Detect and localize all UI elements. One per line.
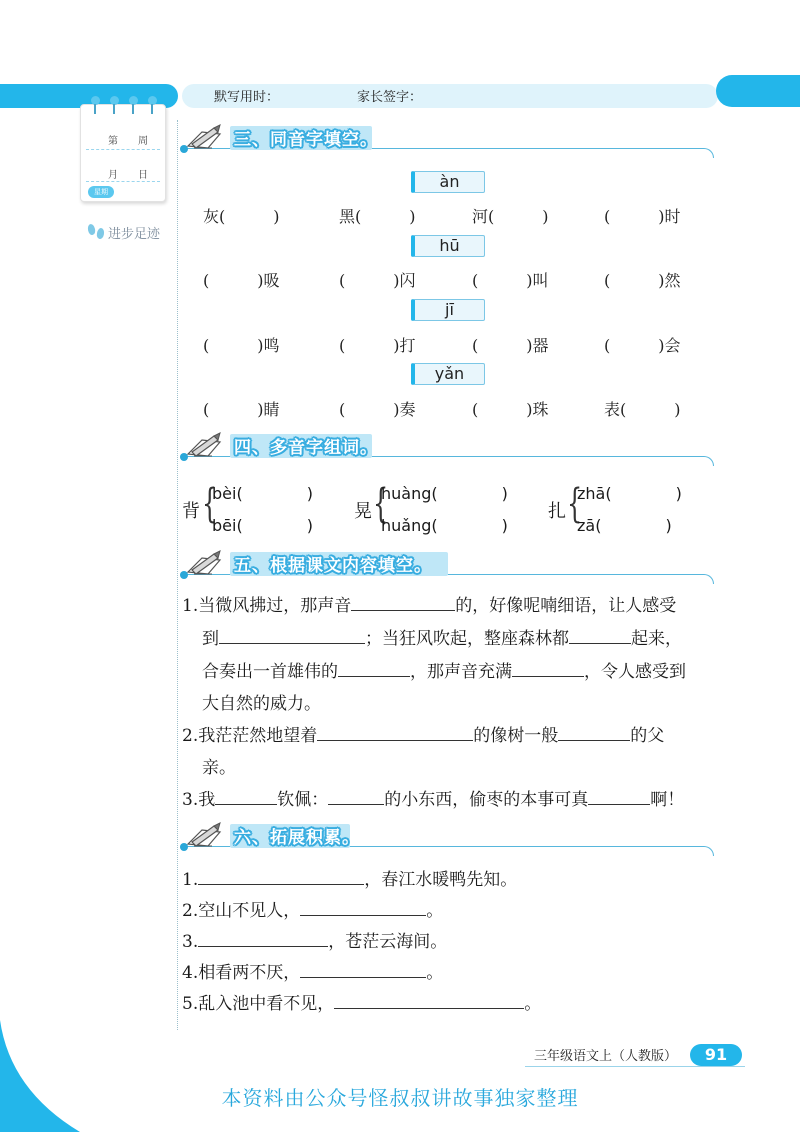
pinyin-box: hū	[411, 235, 485, 257]
binder-ring-wire	[94, 104, 96, 114]
answer-blank[interactable]	[219, 624, 365, 644]
pinyin-box: àn	[411, 171, 485, 193]
question-text: 。	[524, 994, 542, 1014]
answer-blank[interactable]	[512, 657, 584, 677]
question-text: 的，好像呢喃细语，让人感受	[455, 596, 677, 616]
question-text: 2.我茫茫然地望着	[182, 726, 318, 746]
question-text: ，春江水暖鸭先知。	[364, 870, 518, 890]
page-number: 91	[690, 1044, 742, 1066]
fill-line	[202, 752, 236, 785]
binder-ring-wire	[151, 104, 153, 114]
question-text: 起来，	[631, 629, 682, 649]
answer-blank[interactable]	[198, 865, 364, 885]
question-text: ，那声音充满	[410, 662, 512, 682]
fill-line	[202, 688, 321, 721]
answer-blank[interactable]	[300, 958, 426, 978]
brace-icon: {	[373, 481, 389, 527]
fill-line	[182, 957, 443, 990]
homophone-item: 灰( )	[203, 207, 280, 226]
section-4-title: 四、多音字组词。	[230, 431, 386, 460]
pinyin-box: yǎn	[411, 363, 485, 385]
month-day-field-label: 月 日	[108, 170, 148, 181]
question-text: 1.	[182, 870, 199, 890]
homophone-item: ( )鸣	[203, 336, 280, 355]
polyphone-char: 背	[182, 501, 200, 522]
binder-ring-wire	[132, 104, 134, 114]
section-3-heading	[180, 120, 720, 156]
question-text: 3.我	[182, 790, 216, 810]
answer-blank[interactable]	[558, 721, 630, 741]
watermark-text: 本资料由公众号怪叔叔讲故事独家整理	[221, 1086, 579, 1110]
question-text: 大自然的威力。	[202, 694, 321, 714]
polyphone-reading: bèi( )	[212, 484, 313, 503]
section-5-heading	[180, 546, 720, 582]
polyphone-reading: zhā( )	[577, 484, 682, 503]
footer-rule	[525, 1066, 745, 1067]
polyphone-char: 晃	[354, 501, 372, 522]
section-6-title: 六、拓展积累。	[230, 821, 368, 850]
pencil-book-icon	[184, 432, 228, 458]
homophone-item: ( )叫	[472, 271, 549, 290]
homophone-item: 黑( )	[339, 207, 416, 226]
fill-line	[182, 864, 517, 897]
fill-line	[182, 926, 447, 959]
homophone-item: ( )然	[604, 271, 681, 290]
answer-blank[interactable]	[300, 896, 426, 916]
answer-blank[interactable]	[338, 657, 410, 677]
weekday-badge: 星期	[88, 186, 114, 198]
fill-line	[182, 895, 443, 928]
question-text: 啊！	[650, 790, 685, 810]
header-bar-right	[716, 75, 800, 107]
question-text: 亲。	[202, 758, 236, 778]
section-5-title: 五、根据课文内容填空。	[230, 549, 440, 578]
answer-blank[interactable]	[334, 989, 524, 1009]
parent-signature-label: 家长签字：	[357, 90, 423, 105]
dictation-time-label: 默写用时：	[214, 90, 280, 105]
answer-blank[interactable]	[569, 624, 631, 644]
question-text: 合奏出一首雄伟的	[202, 662, 338, 682]
answer-blank[interactable]	[351, 591, 455, 611]
section-6-heading	[180, 818, 720, 854]
fill-line	[182, 590, 676, 623]
week-field-label: 第 周	[108, 136, 148, 147]
polyphone-reading: bēi( )	[212, 516, 313, 535]
question-text: 到	[202, 629, 219, 649]
homophone-item: 表( )	[604, 400, 681, 419]
section-3-title: 三、同音字填空。	[230, 123, 386, 152]
question-text: 钦佩：	[277, 790, 329, 810]
pinyin-box: jī	[411, 299, 485, 321]
question-text: 。	[426, 901, 444, 921]
footprint-icon	[87, 223, 96, 235]
question-text: 1.当微风拂过，那声音	[182, 596, 352, 616]
binder-ring-wire	[113, 104, 115, 114]
corner-decoration	[0, 1020, 80, 1132]
left-margin-line	[177, 120, 178, 1030]
question-text: 的像树一般	[473, 726, 559, 746]
polyphone-reading: huàng( )	[381, 484, 508, 503]
polyphone-reading: zā( )	[577, 516, 672, 535]
question-text: ，令人感受到	[584, 662, 686, 682]
fill-line	[182, 720, 664, 753]
homophone-item: ( )闪	[339, 271, 416, 290]
homophone-item: ( )会	[604, 336, 681, 355]
fill-line	[202, 656, 686, 689]
homophone-item: ( )睛	[203, 400, 280, 419]
pencil-book-icon	[184, 550, 228, 576]
question-text: ；当狂风吹起，整座森林都	[365, 629, 569, 649]
brace-icon: {	[202, 481, 218, 527]
fill-line	[202, 623, 682, 656]
polyphone-char: 扎	[548, 501, 566, 522]
answer-blank[interactable]	[198, 927, 328, 947]
pencil-book-icon	[184, 124, 228, 150]
question-text: 3.	[182, 932, 199, 952]
pencil-book-icon	[184, 822, 228, 848]
question-text: 的父	[630, 726, 665, 746]
card-divider	[86, 149, 160, 150]
fill-line	[182, 784, 684, 817]
question-text: 2.空山不见人，	[182, 901, 301, 921]
homophone-item: ( )时	[604, 207, 681, 226]
homophone-item: ( )奏	[339, 400, 416, 419]
question-text: 4.相看两不厌，	[182, 963, 301, 983]
homophone-item: ( )器	[472, 336, 549, 355]
question-text: 的小东西，偷枣的本事可真	[384, 790, 589, 810]
footprint-icon	[96, 227, 105, 239]
card-divider	[86, 181, 160, 182]
book-label: 三年级语文上（人教版）	[534, 1049, 678, 1064]
question-text: ，苍茫云海间。	[328, 932, 448, 952]
progress-footprint-label: 进步足迹	[108, 227, 161, 242]
answer-blank[interactable]	[215, 785, 277, 805]
brace-icon: {	[567, 481, 583, 527]
fill-line	[182, 988, 541, 1021]
homophone-item: ( )珠	[472, 400, 549, 419]
homophone-item: ( )打	[339, 336, 416, 355]
section-4-heading	[180, 428, 720, 464]
answer-blank[interactable]	[317, 721, 473, 741]
polyphone-reading: huǎng( )	[381, 516, 508, 535]
question-text: 5.乱入池中看不见，	[182, 994, 335, 1014]
homophone-item: 河( )	[472, 207, 549, 226]
answer-blank[interactable]	[588, 785, 650, 805]
homophone-item: ( )吸	[203, 271, 280, 290]
answer-blank[interactable]	[328, 785, 384, 805]
question-text: 。	[426, 963, 444, 983]
